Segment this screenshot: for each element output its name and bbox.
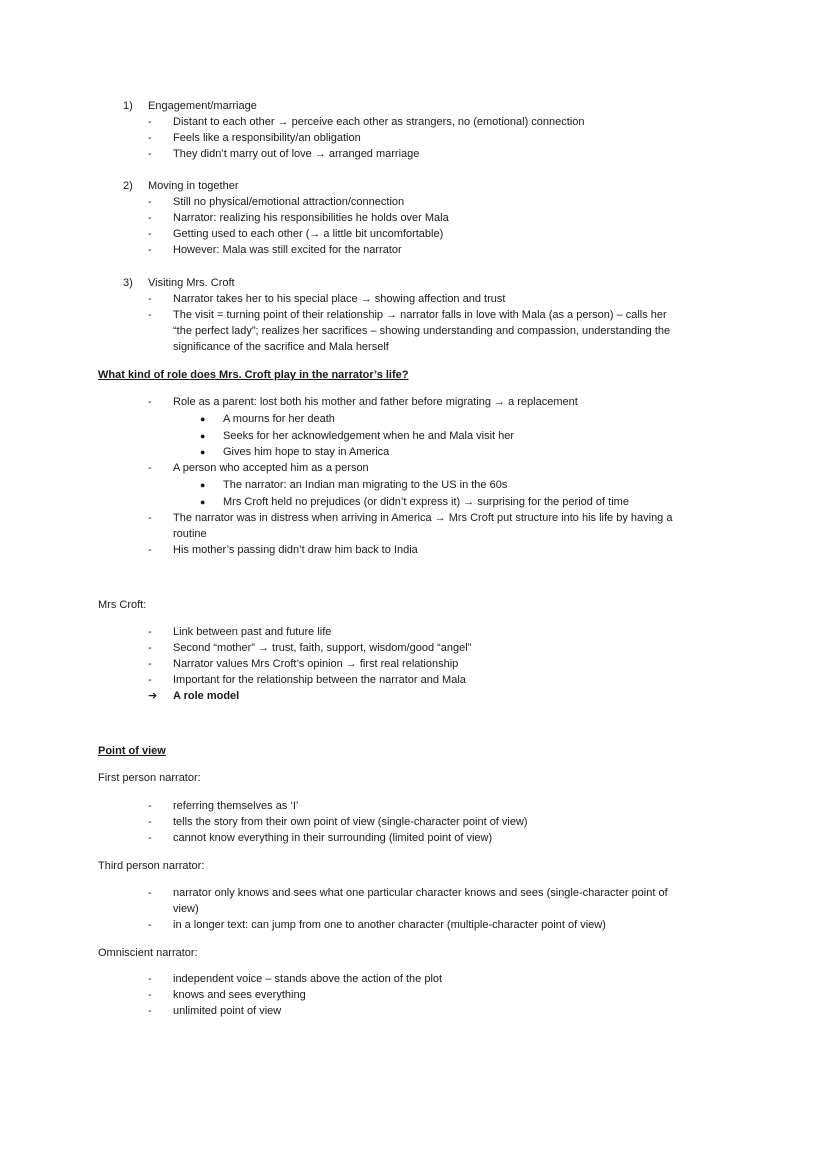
dash-marker: - — [148, 212, 152, 224]
dash-marker: - — [148, 132, 152, 144]
heading-text: Point of view — [98, 745, 166, 757]
point-text: referring themselves as ‘I’ — [173, 800, 299, 812]
dash-marker: - — [148, 989, 152, 1001]
dash-marker: - — [148, 626, 152, 638]
dash-marker: - — [148, 973, 152, 985]
item-number: 2) — [123, 180, 133, 192]
label-text: First person narrator: — [98, 772, 201, 784]
dash-marker: - — [148, 462, 152, 474]
dash-marker: - — [148, 642, 152, 654]
dash-marker: - — [148, 309, 152, 321]
dash-marker: - — [148, 244, 152, 256]
item-number: 3) — [123, 277, 133, 289]
point-text: Feels like a responsibility/an obligation — [173, 132, 361, 144]
point-text: in a longer text: can jump from one to another character (multiple-character point of view) — [173, 919, 606, 931]
point-text: Role as a parent: lost both his mother and father before migrating → a replacement — [173, 396, 578, 408]
dash-marker: - — [148, 800, 152, 812]
sub-point-text: Seeks for her acknowledgement when he and Mala visit her — [223, 430, 515, 442]
point-text: “the perfect lady”; realizes her sacrifices – showing understanding and compassion, understanding the — [173, 325, 671, 337]
label-text: Omniscient narrator: — [98, 947, 198, 959]
sub-point-text: Gives him hope to stay in America — [223, 446, 390, 458]
dash-marker: - — [148, 148, 152, 160]
dash-marker: - — [148, 544, 152, 556]
dash-marker: - — [148, 919, 152, 931]
dash-marker: - — [148, 196, 152, 208]
dash-marker: - — [148, 512, 152, 524]
point-text: significance of the sacrifice and Mala herself — [173, 341, 389, 353]
point-text: cannot know everything in their surrounding (limited point of view) — [173, 832, 493, 844]
item-title: Visiting Mrs. Croft — [148, 277, 235, 289]
dash-marker: - — [148, 116, 152, 128]
label-text: Mrs Croft: — [98, 599, 147, 611]
dash-marker: - — [148, 832, 152, 844]
point-text: Still no physical/emotional attraction/connection — [173, 196, 405, 208]
point-text: Narrator values Mrs Croft’s opinion → first real relationship — [173, 658, 459, 670]
point-text: independent voice – stands above the action of the plot — [173, 973, 443, 985]
heading-text: What kind of role does Mrs. Croft play in the narrator’s life? — [98, 369, 409, 381]
item-title: Moving in together — [148, 180, 239, 192]
dash-marker: - — [148, 887, 152, 899]
point-text: Getting used to each other (→ a little bit uncomfortable) — [173, 228, 444, 240]
point-text: view) — [173, 903, 199, 915]
dash-marker: - — [148, 396, 152, 408]
sub-point-text: A mourns for her death — [223, 413, 335, 425]
point-text: Second “mother” → trust, faith, support, wisdom/good “angel” — [173, 642, 472, 654]
bullet-marker: ● — [200, 480, 206, 490]
label-text: Third person narrator: — [98, 860, 205, 872]
point-text: His mother’s passing didn’t draw him back to India — [173, 544, 418, 556]
point-text: They didn’t marry out of love → arranged marriage — [173, 148, 420, 160]
point-text: The narrator was in distress when arriving in America → Mrs Croft put structure into his life by having a — [173, 512, 673, 524]
sub-point-text: Mrs Croft held no prejudices (or didn’t express it) → surprising for the period of time — [223, 496, 629, 508]
bullet-marker: ● — [200, 414, 206, 424]
dash-marker: - — [148, 816, 152, 828]
point-text: Link between past and future life — [173, 626, 332, 638]
bullet-marker: ● — [200, 497, 206, 507]
point-text: narrator only knows and sees what one particular character knows and sees (single-character point of — [173, 887, 668, 899]
point-text: tells the story from their own point of view (single-character point of view) — [173, 816, 528, 828]
bullet-marker: ● — [200, 431, 206, 441]
conclusion-text: A role model — [173, 690, 240, 702]
dash-marker: - — [148, 1005, 152, 1017]
point-text: Narrator takes her to his special place → showing affection and trust — [173, 293, 506, 305]
point-text: knows and sees everything — [173, 989, 306, 1001]
dash-marker: - — [148, 674, 152, 686]
arrow-icon: ➔ — [148, 690, 158, 702]
point-text: Narrator: realizing his responsibilities he holds over Mala — [173, 212, 449, 224]
item-title: Engagement/marriage — [148, 100, 257, 112]
point-text: A person who accepted him as a person — [173, 462, 369, 474]
point-text: The visit = turning point of their relationship → narrator falls in love with Mala (as a person) – calls her — [173, 309, 667, 321]
dash-marker: - — [148, 228, 152, 240]
dash-marker: - — [148, 658, 152, 670]
point-text: However: Mala was still excited for the narrator — [173, 244, 402, 256]
point-text: unlimited point of view — [173, 1005, 282, 1017]
point-text: Distant to each other → perceive each other as strangers, no (emotional) connection — [173, 116, 585, 128]
point-text: routine — [173, 528, 207, 540]
dash-marker: - — [148, 293, 152, 305]
bullet-marker: ● — [200, 447, 206, 457]
item-number: 1) — [123, 100, 133, 112]
point-text: Important for the relationship between the narrator and Mala — [173, 674, 466, 686]
sub-point-text: The narrator: an Indian man migrating to the US in the 60s — [223, 479, 508, 491]
